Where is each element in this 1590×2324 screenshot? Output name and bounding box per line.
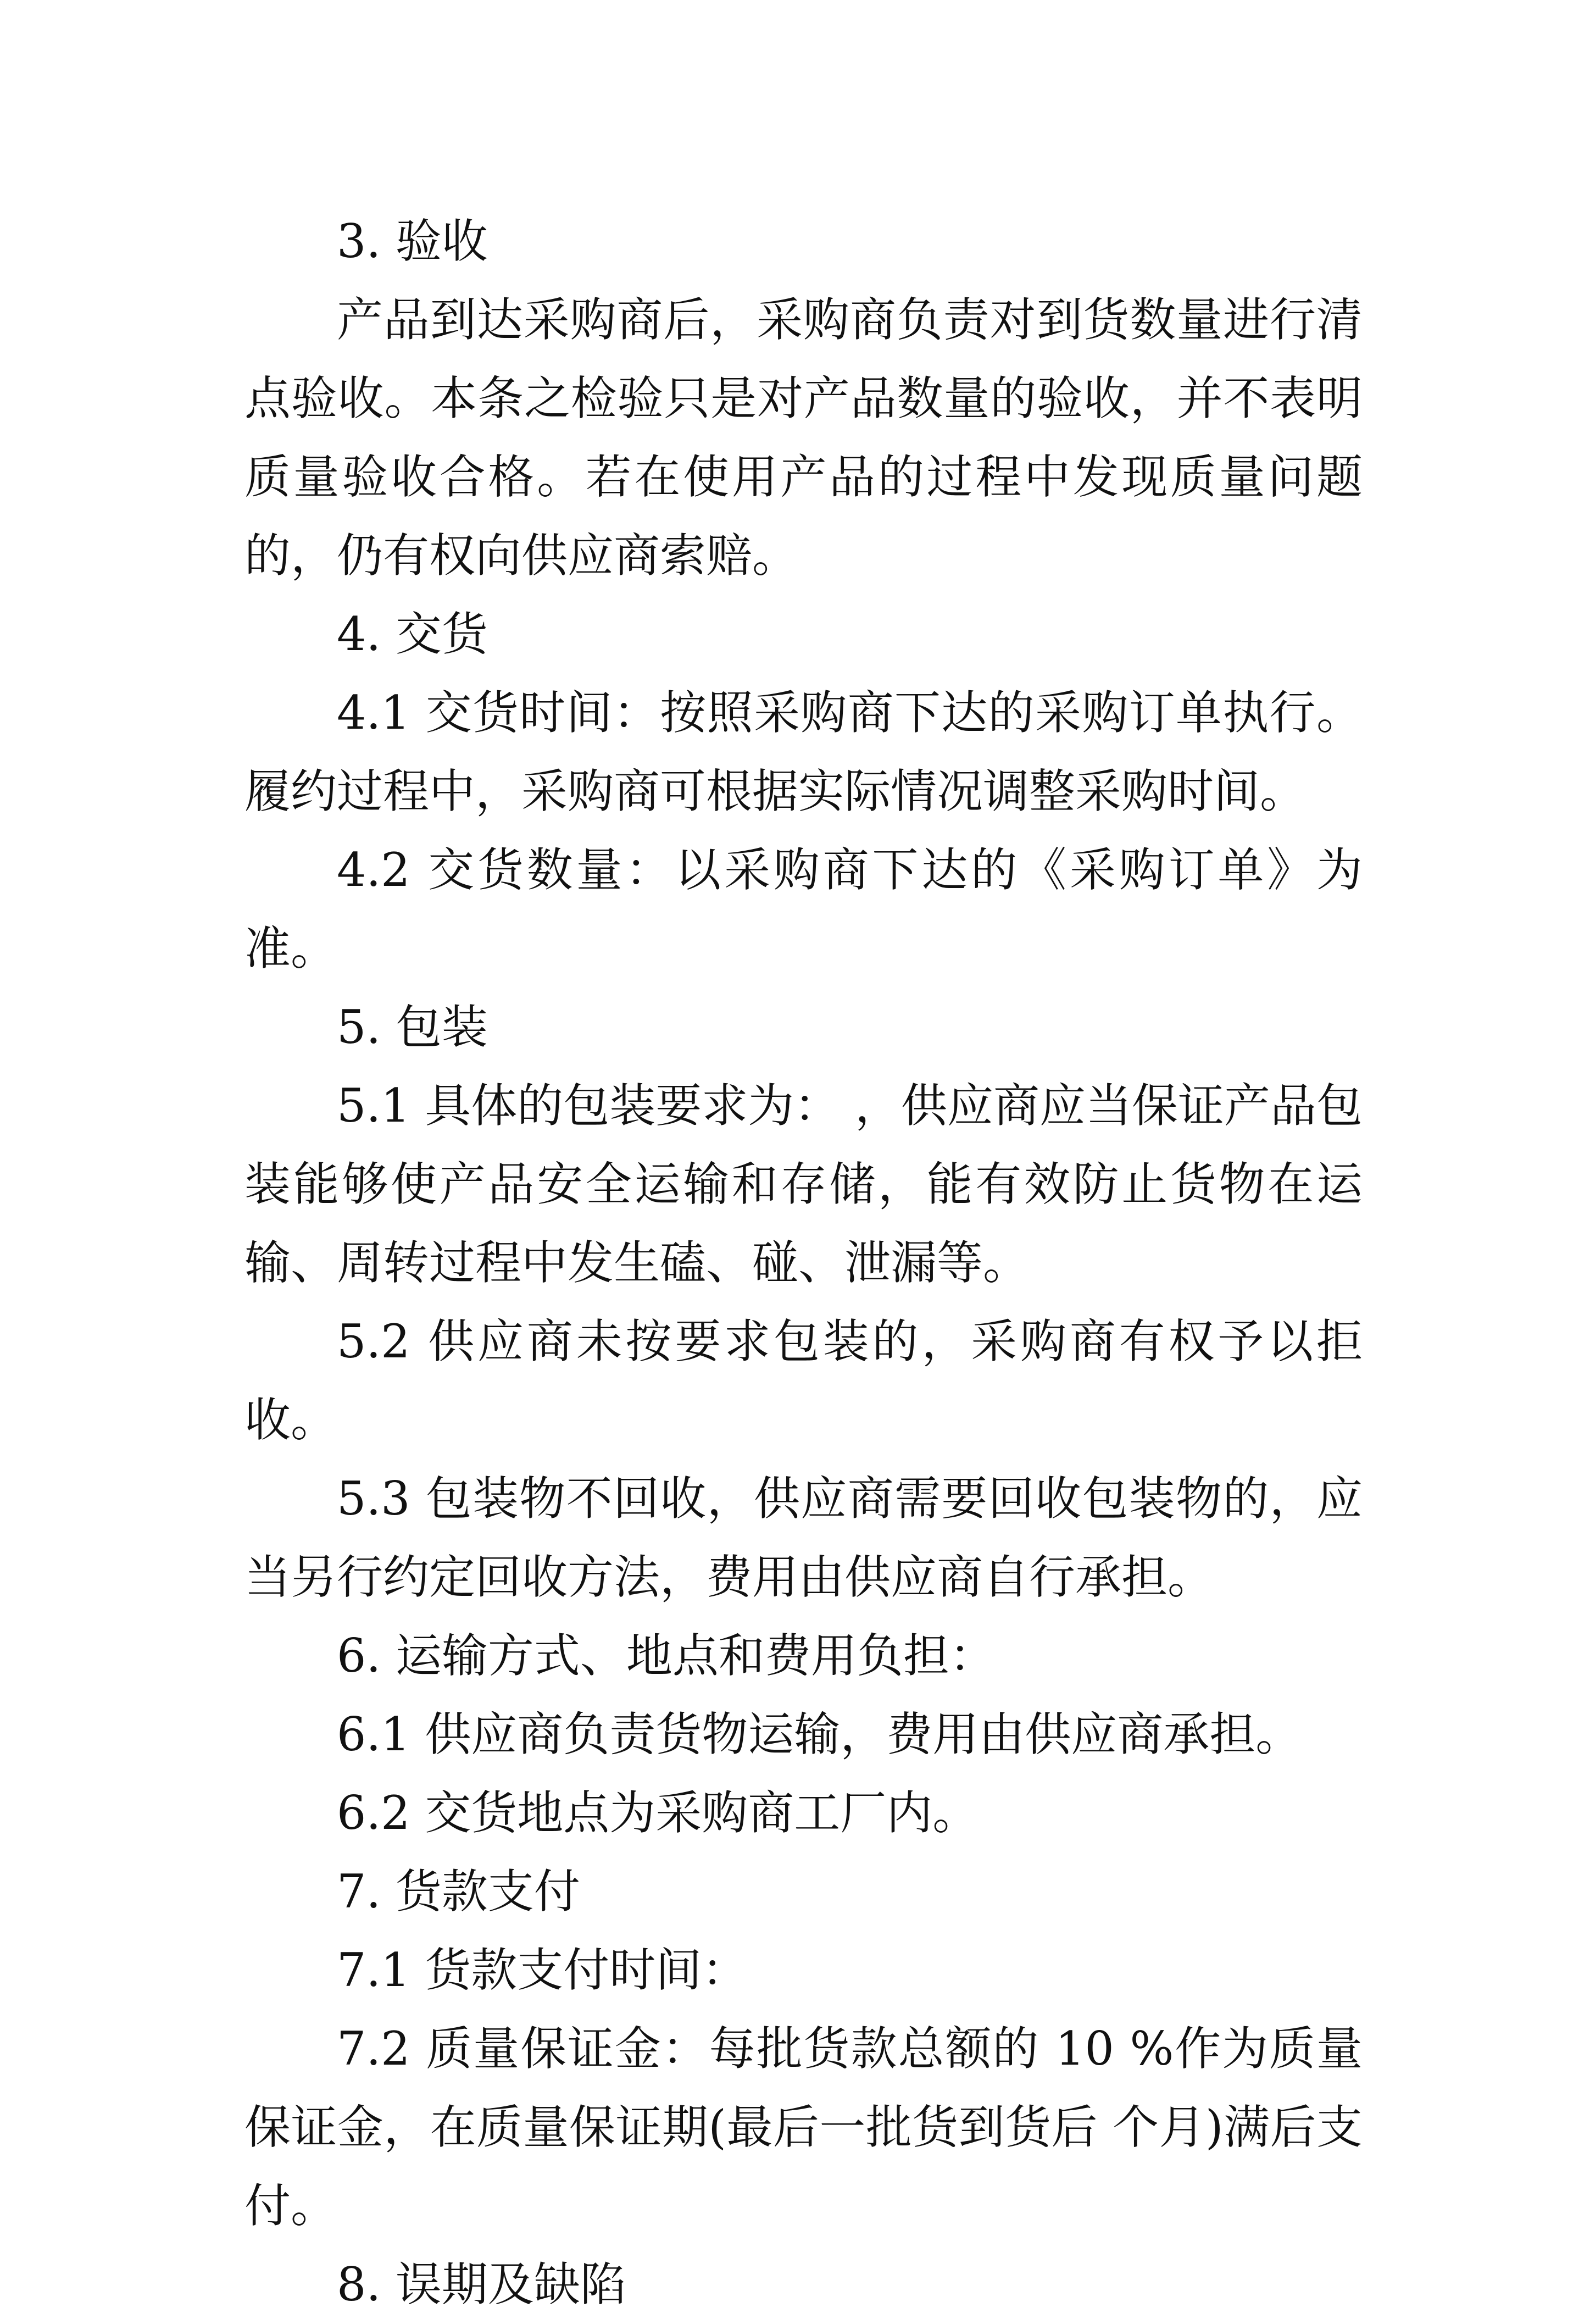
paragraph-packaging-recycling: 5.3 包装物不回收，供应商需要回收包装物的，应当另行约定回收方法，费用由供应商自行承担。: [244, 1472, 1363, 1604]
paragraph-transport-responsibility: 6.1 供应商负责货物运输，费用由供应商承担。: [337, 1707, 1302, 1761]
paragraph-delivery-time: 4.1 交货时间：按照采购商下达的采购订单执行。履约过程中，采购商可根据实际情况调整采购时间。: [244, 686, 1363, 818]
section-heading-delay-defects: 8. 误期及缺陷: [337, 2258, 626, 2311]
paragraph-quality-deposit: 7.2 质量保证金：每批货款总额的 10 %作为质量保证金，在质量保证期(最后一批货到货后 个月)满后支付。: [244, 2022, 1363, 2233]
paragraph-packaging-rejection: 5.2 供应商未按要求包装的，采购商有权予以拒收。: [244, 1314, 1363, 1447]
section-heading-packaging: 5. 包装: [337, 1000, 488, 1054]
section-heading-acceptance: 3. 验收: [337, 214, 488, 268]
paragraph-packaging-requirements: 5.1 具体的包装要求为： ，供应商应当保证产品包装能够使产品安全运输和存储，能有效防止货物在运输、周转过程中发生磕、碰、泄漏等。: [244, 1079, 1363, 1290]
section-heading-transport: 6. 运输方式、地点和费用负担：: [337, 1629, 996, 1683]
paragraph-acceptance: 产品到达采购商后，采购商负责对到货数量进行清点验收。本条之检验只是对产品数量的验收，并不表明质量验收合格。若在使用产品的过程中发现质量问题的，仍有权向供应商索赔。: [244, 293, 1363, 583]
paragraph-payment-time: 7.1 货款支付时间：: [337, 1943, 748, 1997]
document-body: [244, 202, 1363, 2324]
section-heading-delivery: 4. 交货: [337, 607, 488, 661]
section-heading-payment: 7. 货款支付: [337, 1865, 580, 1918]
paragraph-delivery-quantity: 4.2 交货数量：以采购商下达的《采购订单》为准。: [244, 843, 1363, 975]
paragraph-delivery-location: 6.2 交货地点为采购商工厂内。: [337, 1786, 979, 1840]
